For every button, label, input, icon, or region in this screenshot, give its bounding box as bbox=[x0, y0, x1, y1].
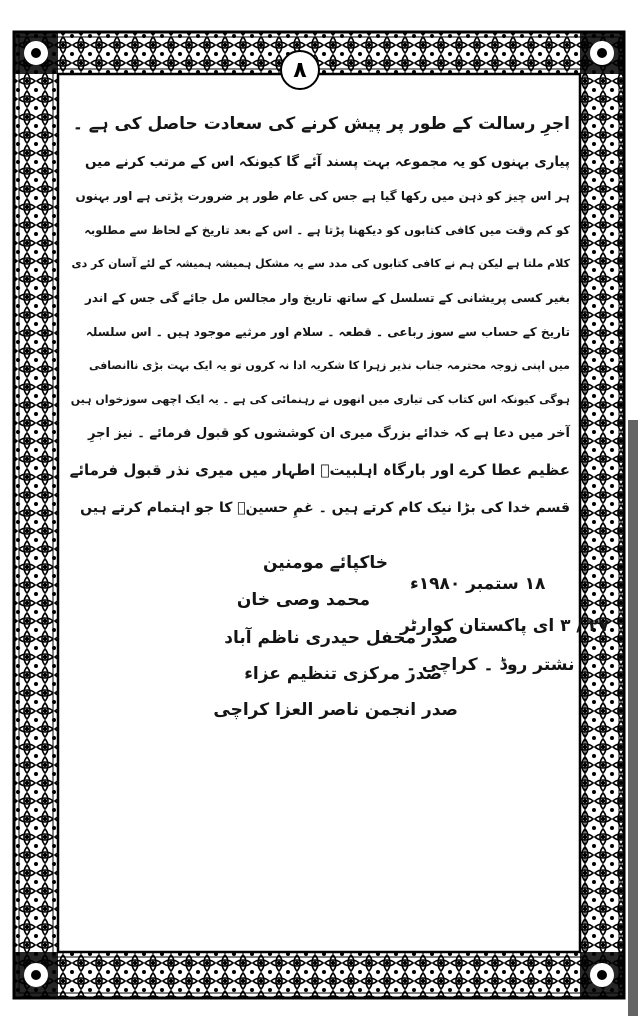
address-line: ٢٧ / ٣ ای پاکستان کوارٹر bbox=[400, 616, 610, 636]
address-line: نشتر روڈ ۔ کراچی ۔ bbox=[406, 655, 575, 675]
couplet-line: قسم خدا کی بڑا نیک کام کرتے ہیں ۔ غمِ حسینؑ کا جو اہتمام کرتے ہیں bbox=[80, 500, 570, 516]
body-line: کلام ملتا ہے لیکن ہم نے کافی کتابوں کی مدد سے یہ مشکل ہمیشہ ہمیشہ کے لئے آسان کر دی bbox=[71, 257, 570, 270]
date: ١٨ ستمبر ١٩٨٠ء bbox=[410, 574, 546, 594]
body-line: ہر اس چیز کو ذہن میں رکھا گیا ہے جس کی عام طور پر ضرورت پڑتی ہے اور بہنوں bbox=[75, 189, 570, 203]
body-line: پیاری بہنوں کو یہ مجموعہ بہت پسند آئے گا کیونکہ اس کے مرتب کرنے میں bbox=[84, 154, 570, 170]
body-text bbox=[70, 0, 570, 1016]
signature-name: محمد وصی خان bbox=[236, 590, 370, 610]
signature-title: صدر مرکزی تنظیم عزاء bbox=[244, 664, 442, 684]
signature-closing: خاکپائے مومنین bbox=[263, 553, 388, 573]
body-line: تاریخ کے حساب سے سوز رباعی ۔ قطعہ ۔ سلام اور مرثیے موجود ہیں ۔ اس سلسلہ bbox=[85, 325, 570, 339]
body-line: ہوگی کیونکہ اس کتاب کی تیاری میں انھوں نے رہنمائی کی ہے ۔ یہ ایک اچھی سوزخواں ہیں bbox=[70, 393, 570, 406]
signature-title: صدر محفل حیدری ناظم آباد bbox=[224, 628, 458, 648]
body-line: میں اپنی زوجہ محترمہ جناب نذیر زہرا کا شکریہ ادا نہ کروں تو یہ ایک بہت بڑی ناانصافی bbox=[88, 359, 570, 372]
body-line: عظیم عطا کرے اور بارگاہ اہلبیتؑ اطہار میں میری نذر قبول فرمائے bbox=[69, 461, 570, 479]
signature-title: صدر انجمن ناصر العزا کراچی bbox=[213, 700, 458, 720]
body-line: کو کم وقت میں کافی کتابوں کو دیکھنا پڑتا ہے ۔ اس کے بعد تاریخ کے لحاظ سے مطلوبہ bbox=[84, 223, 570, 237]
body-line: بغیر کسی پریشانی کے تسلسل کے ساتھ تاریخ وار مجالس مل جائے گی جس کے اندر bbox=[84, 291, 570, 305]
page-number: ٨ bbox=[280, 50, 320, 90]
body-line: آخر میں دعا ہے کہ خدائے بزرگ میری ان کوششوں کو قبول فرمائے ۔ نیز اجرِ bbox=[88, 426, 570, 441]
body-line: اجرِ رسالت کے طور پر پیش کرنے کی سعادت حاصل کی ہے ۔ bbox=[72, 114, 570, 134]
